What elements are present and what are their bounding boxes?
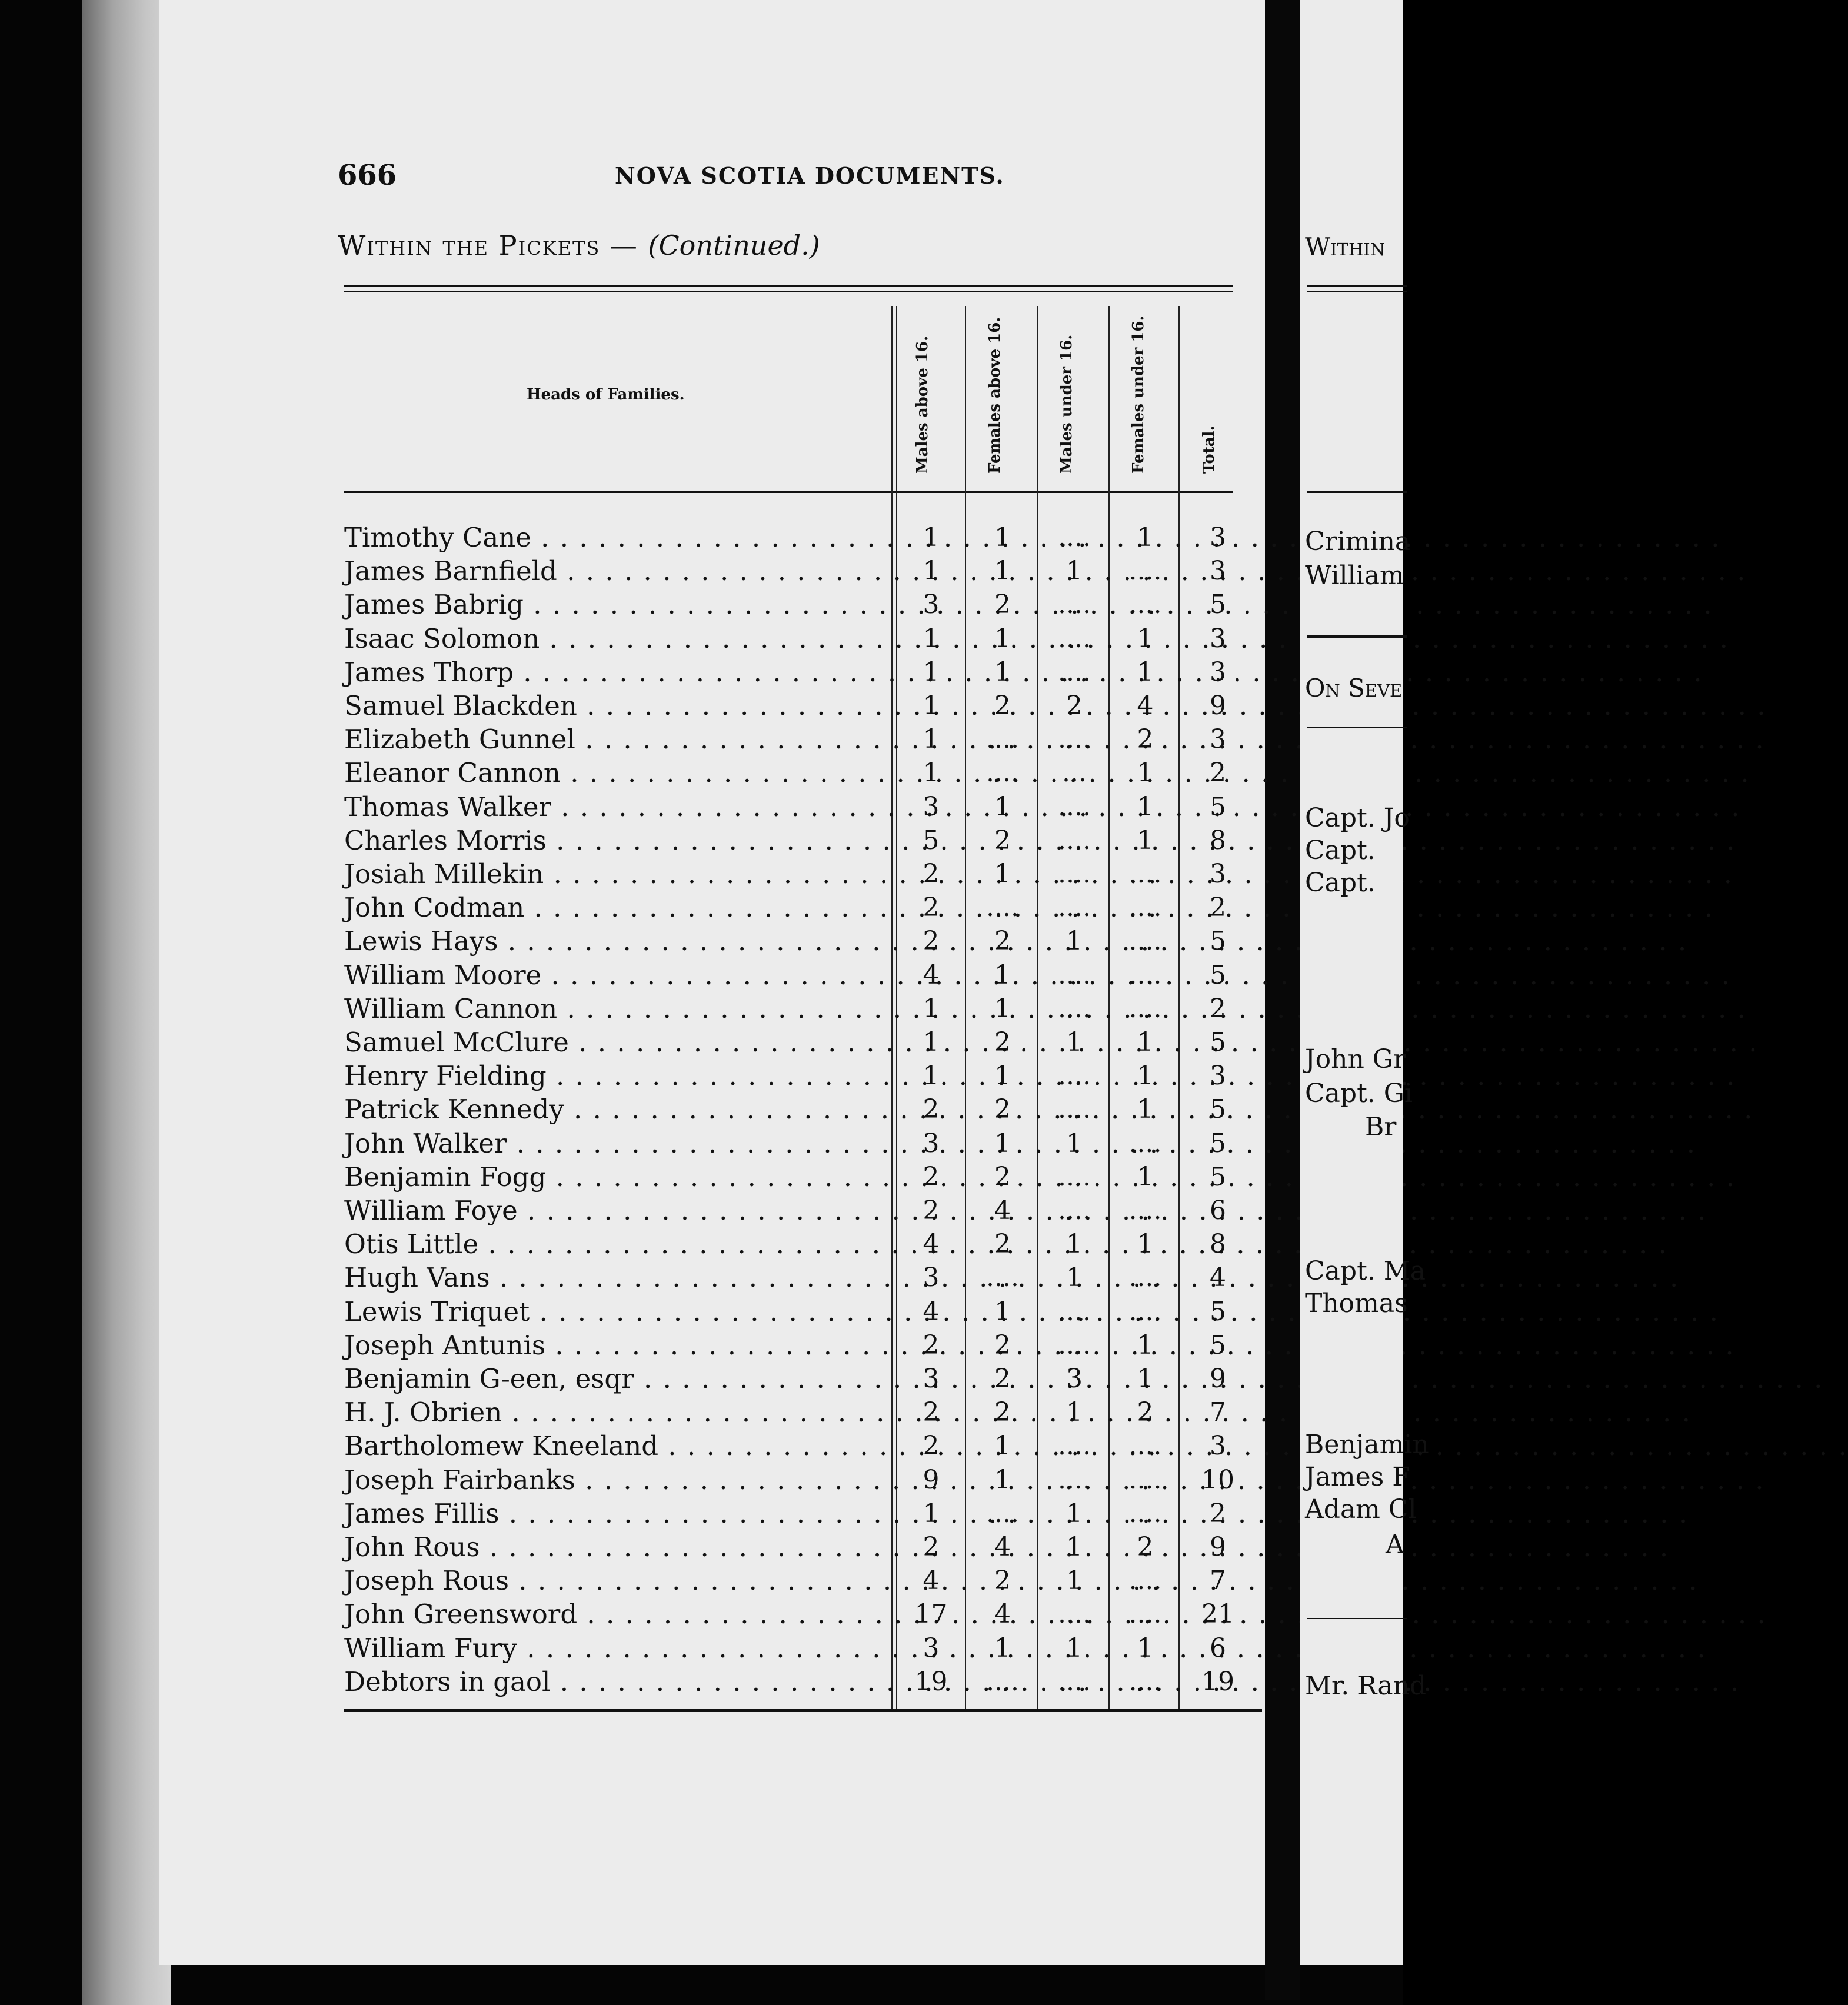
col-females-above [981,303,1017,474]
head-of-family: William Moore . . . [344,958,894,992]
count-cell: 1 [994,960,1011,990]
table-row [344,1127,1262,1161]
head-of-family: Isaac Solomon . . . [344,622,894,656]
count-cell: 2 [994,589,1011,620]
facing-page [1300,0,1429,1965]
count-cell: 2 [1137,1532,1154,1562]
count-cell: .... [986,892,1019,923]
count-cell: 1 [923,522,940,552]
count-cell: 2 [994,1094,1011,1125]
count-cell: 1 [1066,1532,1083,1562]
table-row [344,521,1262,555]
count-cell: 1 [1137,1330,1154,1360]
header-rule [344,491,1233,493]
count-cell: 2 [1210,1498,1226,1528]
head-of-family: Timothy Cane . . . [344,521,894,555]
count-cell: 4 [994,1599,1011,1630]
count-cell: .... [1128,1296,1162,1327]
count-cell: 3 [923,1128,940,1158]
table-row [344,857,1262,891]
facing-rule [1307,727,1407,728]
count-cell: 1 [1066,1229,1083,1260]
count-cell: 4 [923,1229,940,1260]
count-cell: 3 [1210,522,1226,552]
count-cell: 2 [1137,1397,1154,1428]
head-of-family: Lewis Triquet . . . [344,1295,894,1329]
count-cell: 1 [1137,1061,1154,1091]
col-males-above [909,303,944,474]
table-row [344,554,1262,588]
count-cell: 5 [1210,1296,1226,1327]
count-cell: 3 [1210,657,1226,687]
count-cell: 4 [923,960,940,990]
count-cell: .... [1058,1296,1091,1327]
count-cell: .... [1058,1330,1091,1360]
head-of-family: William Foye . . . [344,1194,894,1228]
count-cell: .... [1128,589,1162,620]
head-of-family: H. J. Obrien . . . [344,1395,894,1430]
count-cell: 1 [923,623,940,654]
table-row [344,1429,1262,1463]
head-of-family: Benjamin Fogg . . . [344,1160,894,1194]
facing-heading-2: On Seve [1305,674,1403,702]
count-cell: 1 [923,993,940,1024]
table-row [344,1362,1262,1396]
count-cell: 1 [1066,1566,1083,1596]
count-cell: 1 [994,1128,1011,1158]
count-cell: 3 [1210,1061,1226,1091]
count-cell: 6 [1210,1195,1226,1225]
count-cell: 1 [994,522,1011,552]
table-row [344,891,1262,925]
count-cell: 7 [1210,1566,1226,1596]
facing-line: John Gr [1305,1044,1406,1074]
count-cell: 1 [1066,1397,1083,1428]
page-number: 666 [338,159,397,192]
count-cell: 1 [1137,623,1154,654]
count-cell: 1 [1137,522,1154,552]
head-of-family: Otis Little . . . [344,1227,894,1261]
head-of-family: James Thorp . . . [344,655,894,690]
count-cell: 1 [994,623,1011,654]
head-of-family: Charles Morris . . . [344,824,894,858]
table-row [344,1530,1262,1564]
count-cell: 1 [1137,1633,1154,1663]
head-of-family: James Fillis . . . [344,1497,894,1531]
count-cell: .... [1128,1599,1162,1630]
count-cell: .... [1058,791,1091,822]
table-row [344,958,1262,992]
count-cell: 2 [994,1364,1011,1394]
head-of-family: William Fury . . . [344,1631,894,1666]
count-cell: 2 [1210,758,1226,788]
count-cell: .... [1058,960,1091,990]
table-row [344,924,1262,958]
table-row [344,1261,1262,1295]
count-cell: 2 [923,892,940,923]
count-cell: 1 [923,724,940,755]
count-cell: 1 [1066,1128,1083,1158]
head-of-family: John Codman . . . [344,891,894,925]
table-row [344,1564,1262,1598]
count-cell: 2 [923,1094,940,1125]
count-cell: 5 [1210,791,1226,822]
count-cell: 5 [1210,1094,1226,1125]
facing-rule [1307,491,1407,493]
count-cell: 5 [1210,926,1226,957]
table-row [344,1025,1262,1060]
count-cell: 1 [994,1296,1011,1327]
table-row [344,790,1262,824]
count-cell: .... [1128,1128,1162,1158]
count-cell: 3 [1210,859,1226,889]
count-cell: 1 [994,1633,1011,1663]
table-row [344,756,1262,790]
count-cell: 1 [1066,1498,1083,1528]
count-cell: 5 [923,825,940,855]
count-cell: .... [1058,859,1091,889]
count-cell: .... [1128,1263,1162,1293]
count-cell: .... [986,1263,1019,1293]
head-of-family: Henry Fielding . . . [344,1059,894,1093]
count-cell: 1 [1137,1027,1154,1057]
head-of-family: Samuel McClure . . . [344,1025,894,1060]
head-of-family: Samuel Blackden . . . [344,689,894,723]
facing-rule [1307,1618,1407,1619]
col-males-under-label: Males under 16. [1058,334,1075,474]
count-cell: 3 [923,1364,940,1394]
head-of-family: Lewis Hays . . . [344,924,894,958]
table-row [344,1665,1262,1699]
count-cell: .... [986,758,1019,788]
facing-line: William [1305,561,1404,591]
count-cell: .... [1128,859,1162,889]
table-row [344,824,1262,858]
count-cell: .... [1128,1431,1162,1461]
table-row [344,1497,1262,1531]
count-cell: .... [1128,556,1162,587]
head-of-family: Thomas Walker . . . [344,790,894,824]
count-cell: 2 [923,1195,940,1225]
count-cell: 2 [1210,892,1226,923]
count-cell: 1 [923,556,940,587]
count-cell: .... [1058,1094,1091,1125]
count-cell: 2 [923,859,940,889]
count-cell: 1 [923,758,940,788]
head-of-family: Eleanor Cannon . . . [344,756,894,790]
count-cell: 1 [1066,1027,1083,1057]
head-of-family: James Barnfield . . . [344,554,894,588]
table-row [344,622,1262,656]
col-females-under-label: Females under 16. [1130,315,1147,474]
count-cell: 17 [914,1599,948,1630]
count-cell: 5 [1210,1027,1226,1057]
table-row [344,1328,1262,1363]
count-cell: 3 [1210,1431,1226,1461]
head-of-family: Joseph Antunis . . . [344,1328,894,1363]
count-cell: 19 [1201,1666,1234,1697]
head-of-family: Joseph Rous . . . [344,1564,894,1598]
count-cell: 10 [1201,1464,1234,1495]
count-cell: 19 [914,1666,948,1697]
head-of-family: Bartholomew Kneeland . . . [344,1429,894,1463]
count-cell: .... [1058,724,1091,755]
count-cell: .... [1058,825,1091,855]
count-cell: 3 [1066,1364,1083,1394]
count-cell: 8 [1210,825,1226,855]
head-of-family: Joseph Fairbanks . . . [344,1463,894,1497]
head-of-family: Patrick Kennedy . . . [344,1093,894,1127]
facing-line: Br [1365,1112,1397,1142]
col-females-under [1125,303,1160,474]
count-cell: 2 [994,926,1011,957]
count-cell: 4 [1210,1263,1226,1293]
facing-line: Crimina [1305,527,1411,557]
count-cell: .... [1128,926,1162,957]
page-edge [82,0,171,2005]
facing-line: Capt. Gi [1305,1078,1413,1108]
count-cell: .... [1128,993,1162,1024]
count-cell: 2 [994,1397,1011,1428]
table-row [344,992,1262,1026]
count-cell: 1 [994,1464,1011,1495]
count-cell: 1 [1137,1161,1154,1192]
head-of-family: John Greensword . . . [344,1597,894,1631]
count-cell: 4 [994,1532,1011,1562]
count-cell: 2 [923,1397,940,1428]
section-title [338,229,820,261]
count-cell: 1 [994,1061,1011,1091]
count-cell: 1 [1137,825,1154,855]
count-cell: 2 [923,1431,940,1461]
head-of-family: John Walker . . . [344,1127,894,1161]
count-cell: 2 [994,1330,1011,1360]
table-row [344,1059,1262,1093]
top-rule-1 [344,285,1233,287]
count-cell: 1 [1066,556,1083,587]
top-rule-2 [344,291,1233,292]
facing-rule [1307,635,1407,638]
table-row [344,1295,1262,1329]
count-cell: 1 [923,1061,940,1091]
count-cell: 1 [1137,1094,1154,1125]
count-cell: 1 [994,993,1011,1024]
col-males-above-label: Males above 16. [914,335,931,474]
count-cell: 2 [1066,691,1083,721]
col-total [1196,303,1231,474]
count-cell: 1 [923,1027,940,1057]
table-row [344,588,1262,622]
count-cell: .... [1058,993,1091,1024]
facing-line: A [1386,1530,1404,1560]
count-cell: 2 [994,1161,1011,1192]
count-cell: 1 [1137,657,1154,687]
table-row [344,1631,1262,1666]
table-row [344,655,1262,690]
count-cell: 3 [923,791,940,822]
facing-line: Capt. Ma [1305,1256,1426,1286]
count-cell: .... [1058,892,1091,923]
count-cell: .... [1058,589,1091,620]
table-row [344,1093,1262,1127]
count-cell: .... [1128,1195,1162,1225]
count-cell: 1 [923,691,940,721]
count-cell: 2 [994,691,1011,721]
count-cell: 2 [923,926,940,957]
head-of-family: James Babrig . . . [344,588,894,622]
count-cell: .... [1058,522,1091,552]
count-cell: .... [1058,1161,1091,1192]
count-cell: 3 [1210,724,1226,755]
count-cell: 2 [1137,724,1154,755]
table-row [344,1463,1262,1497]
count-cell: 4 [994,1195,1011,1225]
count-cell: 1 [994,657,1011,687]
count-cell: 1 [994,556,1011,587]
facing-line: Mr. Rand [1305,1671,1427,1701]
running-head: NOVA SCOTIA DOCUMENTS. [615,162,1005,189]
count-cell: 1 [923,657,940,687]
facing-line: James F [1305,1462,1410,1492]
facing-line: Adam Cl [1305,1494,1417,1524]
head-of-family: John Rous . . . [344,1530,894,1564]
col-males-under [1053,303,1088,474]
count-cell: .... [1058,1061,1091,1091]
count-cell: .... [1058,1464,1091,1495]
count-cell: 1 [1137,791,1154,822]
count-cell: 5 [1210,1161,1226,1192]
head-of-family: William Cannon . . . [344,992,894,1026]
count-cell: 4 [923,1566,940,1596]
count-cell: 5 [1210,960,1226,990]
count-cell: 2 [923,1161,940,1192]
count-cell: .... [1058,623,1091,654]
table-row [344,1227,1262,1261]
col-total-label: Total. [1200,425,1218,474]
bottom-rule [344,1709,1262,1712]
facing-heading: Within [1305,232,1386,261]
count-cell: 2 [994,825,1011,855]
count-cell: 1 [1066,1263,1083,1293]
count-cell: .... [1058,1431,1091,1461]
count-cell: 9 [1210,1364,1226,1394]
count-cell: ... [1062,758,1087,788]
facing-line: Capt. [1305,868,1376,898]
head-of-family: Josiah Millekin . . . [344,857,894,891]
count-cell: 5 [1210,1128,1226,1158]
facing-line: Capt. [1305,835,1376,865]
head-of-family: Elizabeth Gunnel . . . [344,722,894,757]
heads-of-families-header: Heads of Families. [527,386,685,404]
table-row [344,1194,1262,1228]
section-continued: (Continued.) [648,229,820,261]
facing-rule [1307,291,1407,292]
count-cell: 4 [1137,691,1154,721]
count-cell: 2 [923,1532,940,1562]
section-title-text: Within the Pickets — [338,229,638,261]
head-of-family: Hugh Vans . . . [344,1261,894,1295]
count-cell: 2 [1210,993,1226,1024]
count-cell: .... [1058,1599,1091,1630]
count-cell: .... [1128,1566,1162,1596]
count-cell: 3 [1210,556,1226,587]
count-cell: 3 [1210,623,1226,654]
head-of-family: Benjamin G-een, esqr . . . [344,1362,894,1396]
count-cell: 3 [923,589,940,620]
table-row [344,1597,1262,1631]
count-cell: 1 [994,791,1011,822]
table-row [344,689,1262,723]
count-cell: .... [1128,1464,1162,1495]
count-cell: 1 [923,1498,940,1528]
count-cell: .... [1128,892,1162,923]
count-cell: 3 [923,1633,940,1663]
count-cell: 5 [1210,1330,1226,1360]
count-cell: .... [1128,960,1162,990]
count-cell: 7 [1210,1397,1226,1428]
count-cell: .... [1058,1195,1091,1225]
count-cell: 1 [1137,1229,1154,1260]
count-cell: 1 [994,859,1011,889]
count-cell: .... [1128,1666,1162,1697]
table-row [344,1160,1262,1194]
count-cell: 2 [994,1566,1011,1596]
count-cell: .... [1128,1498,1162,1528]
count-cell: 4 [923,1296,940,1327]
count-cell: 2 [994,1229,1011,1260]
head-of-family: Debtors in gaol . . . [344,1665,894,1699]
table-row [344,1395,1262,1430]
count-cell: 6 [1210,1633,1226,1663]
count-cell: 1 [1066,1633,1083,1663]
facing-rule [1307,285,1407,287]
col-females-above-label: Females above 16. [986,317,1004,474]
facing-line: Capt. Jo [1305,803,1410,833]
count-cell: .... [986,724,1019,755]
count-cell: 2 [994,1027,1011,1057]
count-cell: .... [1058,657,1091,687]
count-cell: .... [986,1498,1019,1528]
count-cell: 3 [923,1263,940,1293]
table-row [344,722,1262,757]
count-cell: 1 [1137,1364,1154,1394]
facing-line: Benjamin [1305,1430,1429,1460]
count-cell: .... [986,1666,1019,1697]
count-cell: 9 [1210,691,1226,721]
count-cell: 9 [923,1464,940,1495]
count-cell: .... [1058,1666,1091,1697]
count-cell: 1 [1137,758,1154,788]
count-cell: 1 [994,1431,1011,1461]
count-cell: 8 [1210,1229,1226,1260]
count-cell: 1 [1066,926,1083,957]
count-cell: 5 [1210,589,1226,620]
count-cell: 2 [923,1330,940,1360]
count-cell: 21 [1201,1599,1234,1630]
count-cell: 9 [1210,1532,1226,1562]
facing-line: Thomas [1305,1288,1408,1318]
